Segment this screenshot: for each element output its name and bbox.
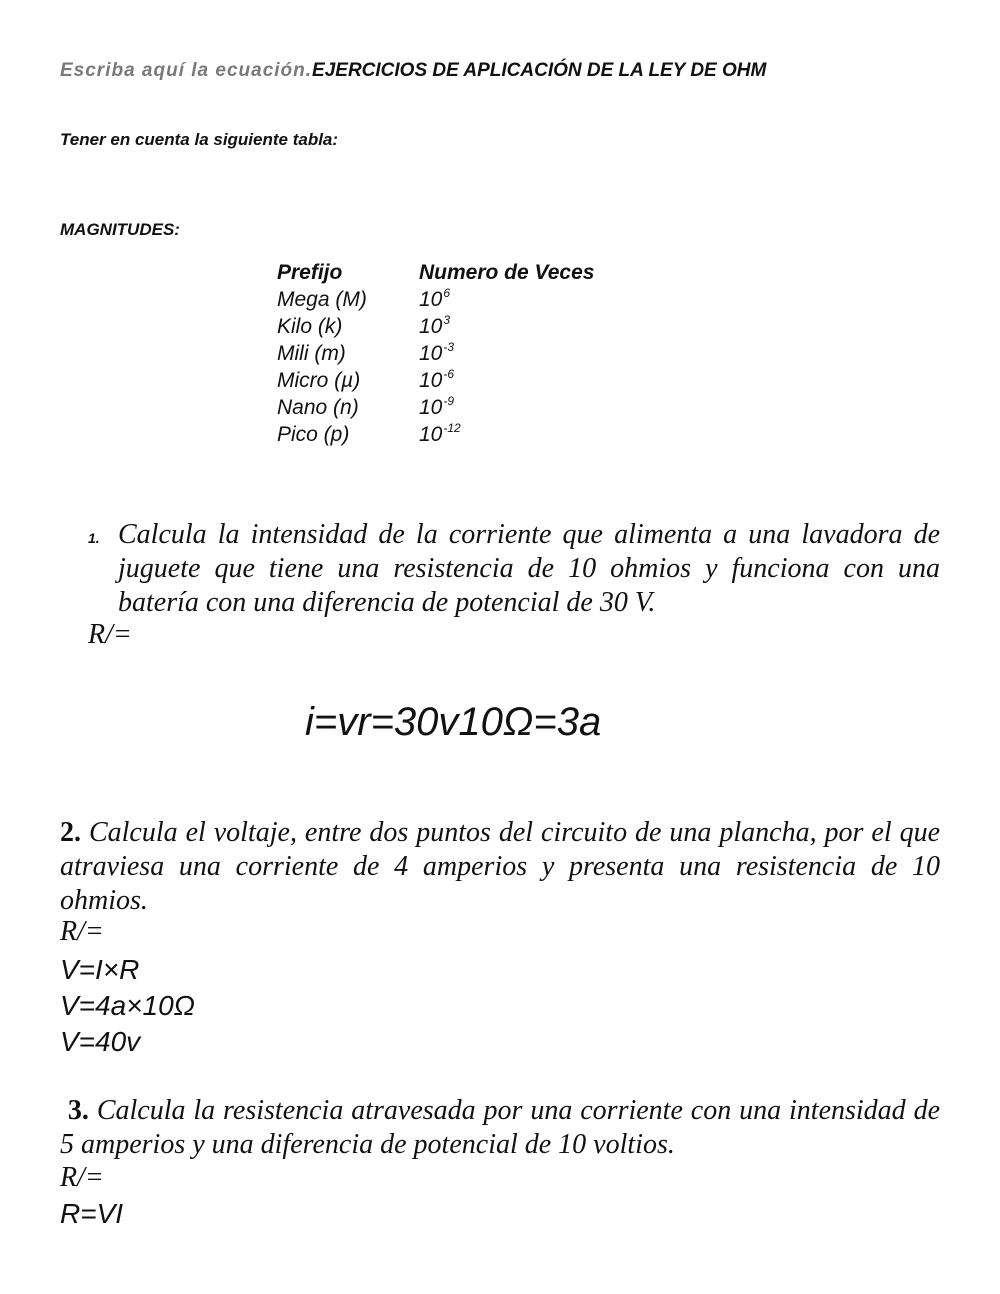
times-cell: $10^6$ <box>419 286 451 311</box>
answer-label: R/= <box>88 619 132 650</box>
times-cell: $10^3$ <box>419 313 451 338</box>
question-3 <box>60 1094 940 1162</box>
equation-line[interactable]: V=40v <box>60 1026 141 1057</box>
prefix-cell: Mega (M) <box>277 288 367 311</box>
exponent: 6 <box>443 286 451 300</box>
prefix-cell: Mili (m) <box>277 342 346 365</box>
equation-placeholder[interactable]: Escriba aquí la ecuación. <box>60 60 313 81</box>
equation-line[interactable]: V=I×R <box>60 954 140 985</box>
equation-line[interactable]: V=4a×10Ω <box>60 990 195 1021</box>
question-2 <box>60 816 940 918</box>
exponent: -12 <box>443 421 461 435</box>
times-cell: $10^{-6}$ <box>419 367 455 392</box>
equation[interactable]: i=vr=30v10Ω=3a <box>305 700 602 744</box>
exponent: -6 <box>443 367 455 381</box>
question-text: Calcula la intensidad de la corriente que alimenta a una lavadora de juguete que tiene una resistencia de 10 ohmios y funciona con una batería con una diferencia de potencial de 30 V. <box>118 519 940 618</box>
question-text: Calcula el voltaje, entre dos puntos del circuito de una plancha, por el que atraviesa una corriente de 4 amperios y presenta una resistencia de 10 ohmios. <box>60 817 940 916</box>
table-row <box>277 340 639 367</box>
prefix-table-header <box>277 259 639 286</box>
exponent: -9 <box>443 394 455 408</box>
answer-label: R/= <box>60 916 104 947</box>
equation-line[interactable]: R=VI <box>60 1198 124 1229</box>
magnitudes-label: MAGNITUDES: <box>60 220 180 239</box>
table-row <box>277 367 639 394</box>
question-number: 3. <box>67 1095 89 1126</box>
table-row <box>277 313 639 340</box>
question-1 <box>88 518 940 618</box>
exponent: -3 <box>443 340 455 354</box>
prefix-table <box>277 259 639 448</box>
exponent: 3 <box>443 313 451 327</box>
times-cell: $10^{-12}$ <box>419 421 461 446</box>
question-text: Calcula la resistencia atravesada por una corriente con una intensidad de 5 amperios y una diferencia de potencial de 10 voltios. <box>60 1095 940 1160</box>
question-number: 1. <box>88 530 100 546</box>
prefix-cell: Nano (n) <box>277 396 359 419</box>
question-number: 2. <box>60 817 81 848</box>
times-column-header: Numero de Veces <box>419 261 595 284</box>
table-row <box>277 421 639 448</box>
table-note: Tener en cuenta la siguiente tabla: <box>60 130 339 149</box>
times-cell: $10^{-3}$ <box>419 340 455 365</box>
table-row <box>277 394 639 421</box>
answer-label: R/= <box>60 1162 104 1193</box>
document-title: EJERCICIOS DE APLICACIÓN DE LA LEY DE OHM <box>312 60 767 81</box>
times-cell: $10^{-9}$ <box>419 394 455 419</box>
prefix-cell: Pico (p) <box>277 423 350 446</box>
document-header <box>60 60 766 82</box>
prefix-cell: Kilo (k) <box>277 315 343 338</box>
prefix-column-header: Prefijo <box>277 261 343 284</box>
table-row <box>277 286 639 313</box>
prefix-cell: Micro (µ) <box>277 369 361 392</box>
